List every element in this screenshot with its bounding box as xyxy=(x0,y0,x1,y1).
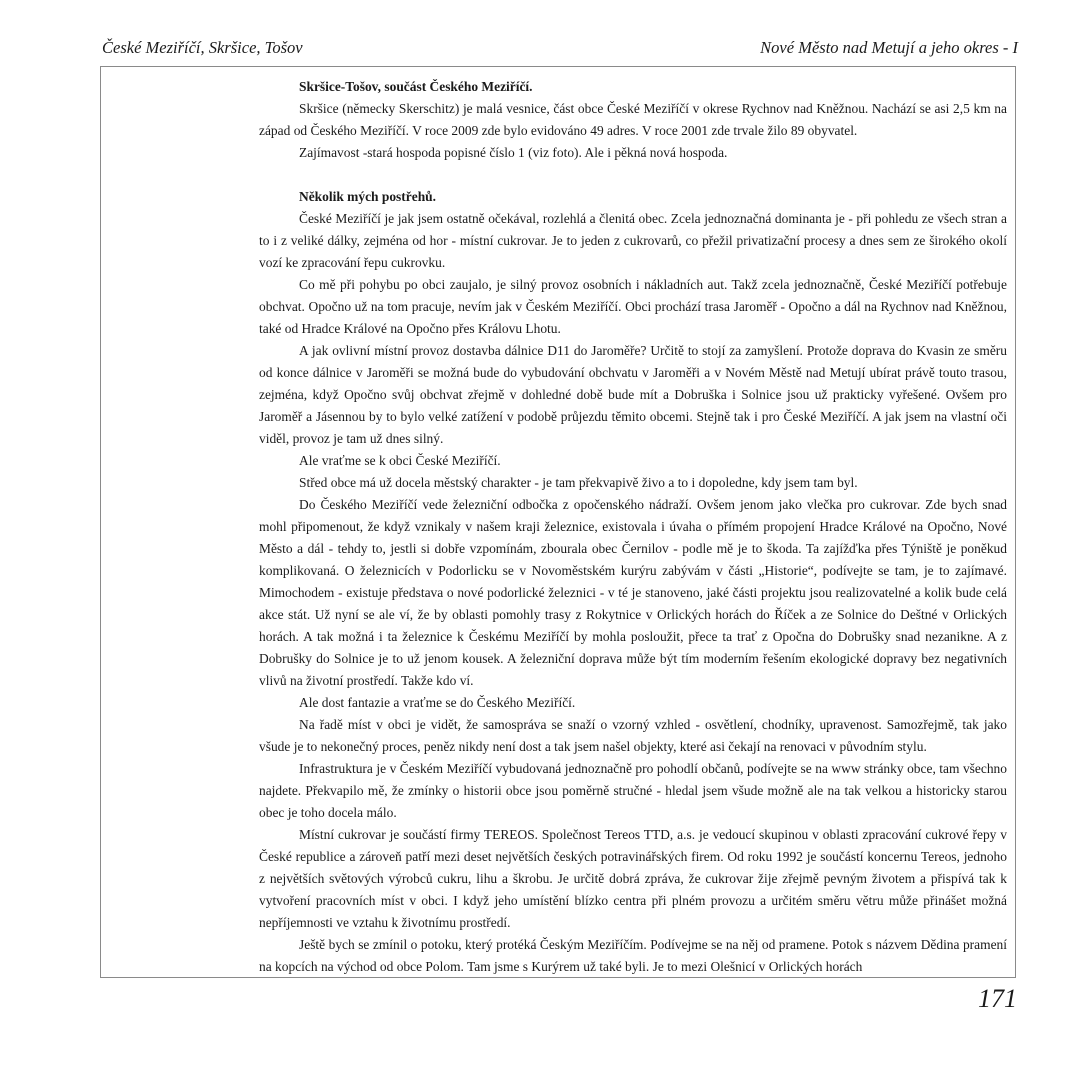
body-paragraph: Střed obce má už docela městský charakter - je tam překvapivě živo a to i dopoledne, kdy jsem tam byl. xyxy=(299,475,858,490)
running-header-right: Nové Město nad Metují a jeho okres - I xyxy=(760,38,1018,57)
body-paragraph: Ještě bych se zmínil o potoku, který protéká Českým Meziříčím. Podívejme se na něj od pramene. Potok s názvem Dědina pramení na kopcích na východ od obce Polom. Tam jsme s Kurýrem už také byli. Je to mezi Olešnicí v Orlických horách xyxy=(259,937,1007,974)
page-number: 171 xyxy=(978,984,1017,1013)
body-paragraph: České Meziříčí je jak jsem ostatně očekával, rozlehlá a členitá obec. Zcela jednoznačná dominanta je - při pohledu ze všech stran a to i z veliké dálky, zejména od hor - místní cukrovar. Je to jeden z cukrovarů, co přežil privatizační procesy a dnes sem ze širokého okolí vozí ke zpracování řepu cukrovku. xyxy=(259,211,1007,270)
body-paragraph: Co mě při pohybu po obci zaujalo, je silný provoz osobních i nákladních aut. Takž zcela jednoznačně, České Meziříčí potřebuje obchvat. Opočno už na tom pracuje, nevím jak v Českém Meziříčí. Obci prochází trasa Jaroměř - Opočno a dál na Rychnov nad Kněžnou, také od Hradce Králové na Opočno přes Královu Lhotu. xyxy=(259,277,1007,336)
article-body xyxy=(259,76,1007,978)
section-heading: Několik mých postřehů. xyxy=(299,189,436,204)
section-heading: Skršice-Tošov, součást Českého Meziříčí. xyxy=(299,79,533,94)
body-paragraph: Zajímavost -stará hospoda popisné číslo 1 (viz foto). Ale i pěkná nová hospoda. xyxy=(299,145,728,160)
body-paragraph: Ale vraťme se k obci České Meziříčí. xyxy=(299,453,501,468)
paragraph-spacer xyxy=(259,164,1007,186)
body-paragraph: Do Českého Meziříčí vede železniční odbočka z opočenského nádraží. Ovšem jenom jako vlečka pro cukrovar. Zde bych snad mohl připomenout, že když vznikaly v našem kraji železnice, existovala i úvaha o přímém propojení Hradce Králové na Opočno, Nové Město a dál - tehdy to, jestli si dobře vzpomínám, zbourala obec Černilov - podle mě je to škoda. Ta zajížďka přes Týniště je poněkud komplikovaná. O železnicích v Podorlicku se v Novoměstském kurýru zabývám v části „Historie“, podívejte se tam, je to zajímavé. Mimochodem - existuje představa o nové podorlické železnici - v té je stanoveno, jaké části projektu jsou realizovatelné a kolik bude celá akce stát. Už nyní se ale ví, že by oblasti pomohly trasy z Rokytnice v Orlických horách do Říček a ze Solnice do Deštné v Orlických horách. A tak možná i ta železnice k Českému Meziříčí by mohla posloužit, přece ta trať z Opočna do Dobrušky snad nezanikne. A z Dobrušky do Solnice je to už jenom kousek. A železniční doprava může být tím moderním řešením ekologické dopravy bez negativních vlivů na životní prostředí. Takže kdo ví. xyxy=(259,497,1007,688)
body-paragraph: Infrastruktura je v Českém Meziříčí vybudovaná jednoznačně pro pohodlí občanů, podívejte se na www stránky obce, tam všechno najdete. Překvapilo mě, že zmínky o historii obce jsou poměrně stručné - hledal jsem všude možně ale na tak velkou a historicky starou obec je toho docela málo. xyxy=(259,761,1007,820)
body-paragraph: Na řadě míst v obci je vidět, že samospráva se snaží o vzorný vzhled - osvětlení, chodníky, upravenost. Samozřejmě, tak jako všude je to nekonečný proces, peněz nikdy není dost a tak jsem našel objekty, které asi čekají na renovaci v původním stylu. xyxy=(259,717,1007,754)
text-frame xyxy=(100,66,1016,978)
body-paragraph: Místní cukrovar je součástí firmy TEREOS. Společnost Tereos TTD, a.s. je vedoucí skupinou v oblasti zpracování cukrové řepy v České republice a zároveň patří mezi deset největších českých potravinářských firem. Od roku 1992 je součástí koncernu Tereos, jednoho z největších světových výrobců cukru, lihu a škrobu. Je určitě dobrá zpráva, že cukrovar žije zřejmě pevným životem a přispívá tak k vytvoření pracovních míst v obci. I když jeho umístění blízko centra při plném provozu a určitém směru větru může přinášet možná nepříjemnosti ve vztahu k životnímu prostředí. xyxy=(259,827,1007,930)
running-header-left: České Meziříčí, Skršice, Tošov xyxy=(102,38,303,57)
body-paragraph: A jak ovlivní místní provoz dostavba dálnice D11 do Jaroměře? Určitě to stojí za zamyšlení. Protože doprava do Kvasin ze směru od konce dálnice v Jaroměři se možná bude do vybudování obchvatu v Jaroměři a v Novém Městě nad Metují ubírat právě touto trasou, zejména, když Opočno svůj obchvat zřejmě v dohledné době bude mít a Dobruška i Solnice jsou už prakticky vyřešené. Ovšem pro Jaroměř a Jásennou by to bylo velké zatížení v podobě průjezdu těmito obcemi. Stejně tak i pro České Meziříčí. A jak jsem na vlastní oči viděl, provoz je tam už dnes silný. xyxy=(259,343,1007,446)
body-paragraph: Ale dost fantazie a vraťme se do Českého Meziříčí. xyxy=(299,695,576,710)
body-paragraph: Skršice (německy Skerschitz) je malá vesnice, část obce České Meziříčí v okrese Rychnov nad Kněžnou. Nachází se asi 2,5 km na západ od Českého Meziříčí. V roce 2009 zde bylo evidováno 49 adres. V roce 2001 zde trvale žilo 89 obyvatel. xyxy=(259,101,1007,138)
